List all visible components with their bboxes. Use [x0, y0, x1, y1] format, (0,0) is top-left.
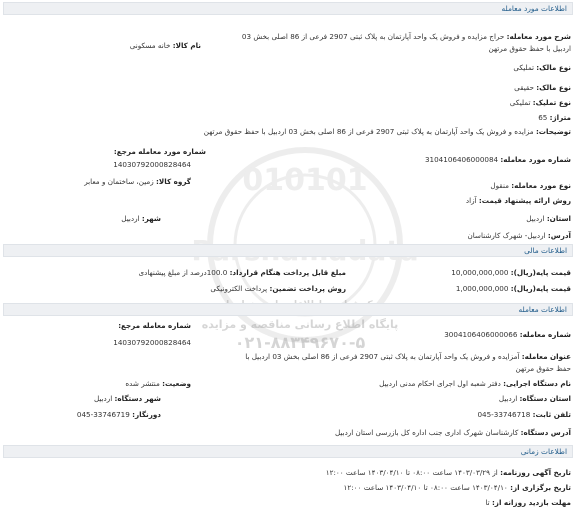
person-type-label: نوع مالک: [536, 83, 571, 92]
description-row [242, 32, 571, 42]
publish-date-label: تاریخ آگهی روزنامه: [500, 468, 571, 477]
watermark-phone: ۰۲۱-۸۸۳۴۹۶۷۰-۵ [234, 333, 366, 352]
province-label: استان: [546, 214, 571, 223]
owning-type-label: نوع تملیک: [532, 98, 571, 107]
watermark-line1: پایگاه اطلاع رسانی مناقصه و مزایده [201, 318, 399, 331]
org-city-row [94, 394, 161, 404]
status-value: منتشر شده [125, 379, 160, 388]
ownership-row [513, 63, 571, 73]
deal-title-row [245, 352, 571, 362]
fax-label: دورنگار: [132, 410, 161, 419]
good-name-row [130, 41, 201, 51]
explanation-label: توضیحات: [535, 127, 571, 136]
person-type-row [514, 83, 571, 93]
watermark-digits: 010101 [242, 163, 368, 198]
hold-date-value: ۱۴۰۳/۰۴/۱۰ ساعت ۰۸:۰۰ تا ۱۴۰۳/۰۴/۱۰ ساعت ۱۲:۰۰ [343, 483, 508, 492]
ownership-label: نوع مالک: [536, 63, 571, 72]
phone-row [477, 410, 571, 420]
hold-date-label: تاریخ برگزاری از: [510, 483, 571, 492]
executor-value: دفتر شعبه اول اجرای احکام مدنی اردبیل [379, 379, 501, 388]
org-province-label: استان دستگاه: [519, 394, 571, 403]
description-label: شرح مورد معامله: [506, 32, 571, 41]
org-address-row [335, 428, 571, 438]
goods-group-row [84, 177, 191, 187]
guarantee-price-label: قیمت پایه(ریال): [510, 284, 571, 293]
good-name-value: خانه مسکونی [129, 41, 171, 50]
meter-value: 65 [538, 113, 548, 122]
guarantee-price-row [456, 284, 571, 294]
city-label: شهر: [141, 214, 161, 223]
fax-value: 33746719-045 [76, 410, 130, 419]
deal-type-value: منقول [490, 181, 509, 190]
publish-date-value: از ۱۴۰۳/۰۳/۲۹ ساعت ۰۸:۰۰ تا ۱۴۰۳/۰۴/۱۰ ساعت ۱۲:۰۰ [325, 468, 498, 477]
base-price-value: 10,000,000,000 [451, 268, 509, 277]
deal-title-label: عنوان معامله: [521, 352, 571, 361]
executor-row [379, 379, 571, 389]
address-row [467, 231, 571, 241]
bid-method-label: روش ارائه پیشنهاد قیمت: [478, 196, 571, 205]
open-date-value: تا [485, 498, 490, 507]
ref-number-label: شماره مورد معامله مرجع: [113, 147, 206, 156]
phone-label: تلفن ثابت: [532, 410, 571, 419]
deal-no-label: شماره معامله: [519, 330, 571, 339]
owning-type-row [510, 98, 571, 108]
good-name-label: نام کالا: [172, 41, 201, 50]
section-timing-header: اطلاعات زمانی [3, 445, 573, 458]
open-date-label: مهلت بازدید روزانه از: [491, 498, 571, 507]
org-province-row [499, 394, 571, 404]
org-city-label: شهر دستگاه: [114, 394, 161, 403]
deal-type-label: نوع مورد معامله: [511, 181, 571, 190]
base-price-label: قیمت پایه(ریال): [510, 268, 571, 277]
deal-number-label: شماره مورد معامله: [500, 155, 571, 164]
deal-title-line2: حفظ حقوق مرتهن [515, 364, 571, 373]
contract-payment-row [139, 268, 347, 278]
org-address-value: کارشناسان شهرک اداری جنب اداره کل بازرسی استان اردبیل [334, 428, 519, 437]
phone-value: 33746718-045 [477, 410, 531, 419]
executor-label: نام دستگاه اجرایی: [503, 379, 571, 388]
open-date-row [485, 498, 571, 508]
deal-number-value: 3104106406000084 [424, 155, 499, 164]
goods-group-value: زمین، ساختمان و معابر [84, 177, 154, 186]
guarantee-method-row [210, 284, 346, 294]
province-row [526, 214, 571, 224]
org-city-value: اردبیل [93, 394, 113, 403]
deal-ref2-value: 14030792000828464 [113, 338, 191, 347]
section-financial-header: اطلاعات مالی [3, 244, 573, 257]
city-value: اردبیل [121, 214, 140, 223]
description-line2: اردبیل با حفظ حقوق مرتهن [488, 44, 571, 53]
org-address-label: آدرس دستگاه: [520, 428, 571, 437]
deal-type-row [490, 181, 571, 191]
owning-type-value: تملیکی [509, 98, 531, 107]
deal-no-value: 3004106406000066 [444, 330, 518, 339]
meter-row [538, 113, 571, 123]
city-row [121, 214, 161, 224]
guarantee-method-label: روش پرداخت تضمین: [269, 284, 346, 293]
address-label: آدرس: [547, 231, 571, 240]
bid-method-row [466, 196, 571, 206]
description-line1: حراج مزایده و فروش یک واحد آپارتمان به پلاک ثبتی 2907 فرعی از 86 اصلی بخش 03 [241, 32, 505, 41]
guarantee-price-value: 1,000,000,000 [455, 284, 509, 293]
address-value: اردبیل- شهرک کارشناسان [467, 231, 546, 240]
contract-payment-label: مبلغ قابل پرداخت هنگام قرارداد: [229, 268, 346, 277]
deal-ref2-label: شماره معامله مرجع: [118, 321, 191, 330]
guarantee-method-value: پرداخت الکترونیکی [210, 284, 268, 293]
fax-row [77, 410, 161, 420]
explanation-row [204, 127, 571, 137]
deal-no-row [444, 330, 571, 340]
hold-date-row [344, 483, 571, 493]
deal-number-row [425, 155, 571, 165]
bid-method-value: آزاد [465, 196, 477, 205]
explanation-value: مزایده و فروش یک واحد آپارتمان به پلاک ثبتی 2907 فرعی از 86 اصلی بخش 03 اردبیل با حفظ حقوق مرتهن [203, 127, 534, 136]
org-province-value: اردبیل [498, 394, 518, 403]
contract-payment-value: 100.0درصد از مبلغ پیشنهادی [138, 268, 228, 277]
publish-date-row [326, 468, 571, 478]
meter-label: متراژ: [549, 113, 571, 122]
ownership-value: تملیکی [513, 63, 534, 72]
base-price-row [451, 268, 571, 278]
section-deal-header: اطلاعات معامله [3, 303, 573, 316]
status-label: وضعیت: [162, 379, 191, 388]
ref-number-value: 14030792000828464 [113, 160, 191, 169]
person-type-value: حقیقی [514, 83, 534, 92]
province-value: اردبیل [526, 214, 545, 223]
section-deal-item-header: اطلاعات مورد معامله [3, 2, 573, 15]
status-row [125, 379, 191, 389]
deal-title-line1: آمزایده و فروش یک واحد آپارتمان به پلاک ثبتی 2907 فرعی از 86 اصلی بخش 03 اردبیل با [245, 352, 520, 361]
goods-group-label: گروه کالا: [156, 177, 191, 186]
